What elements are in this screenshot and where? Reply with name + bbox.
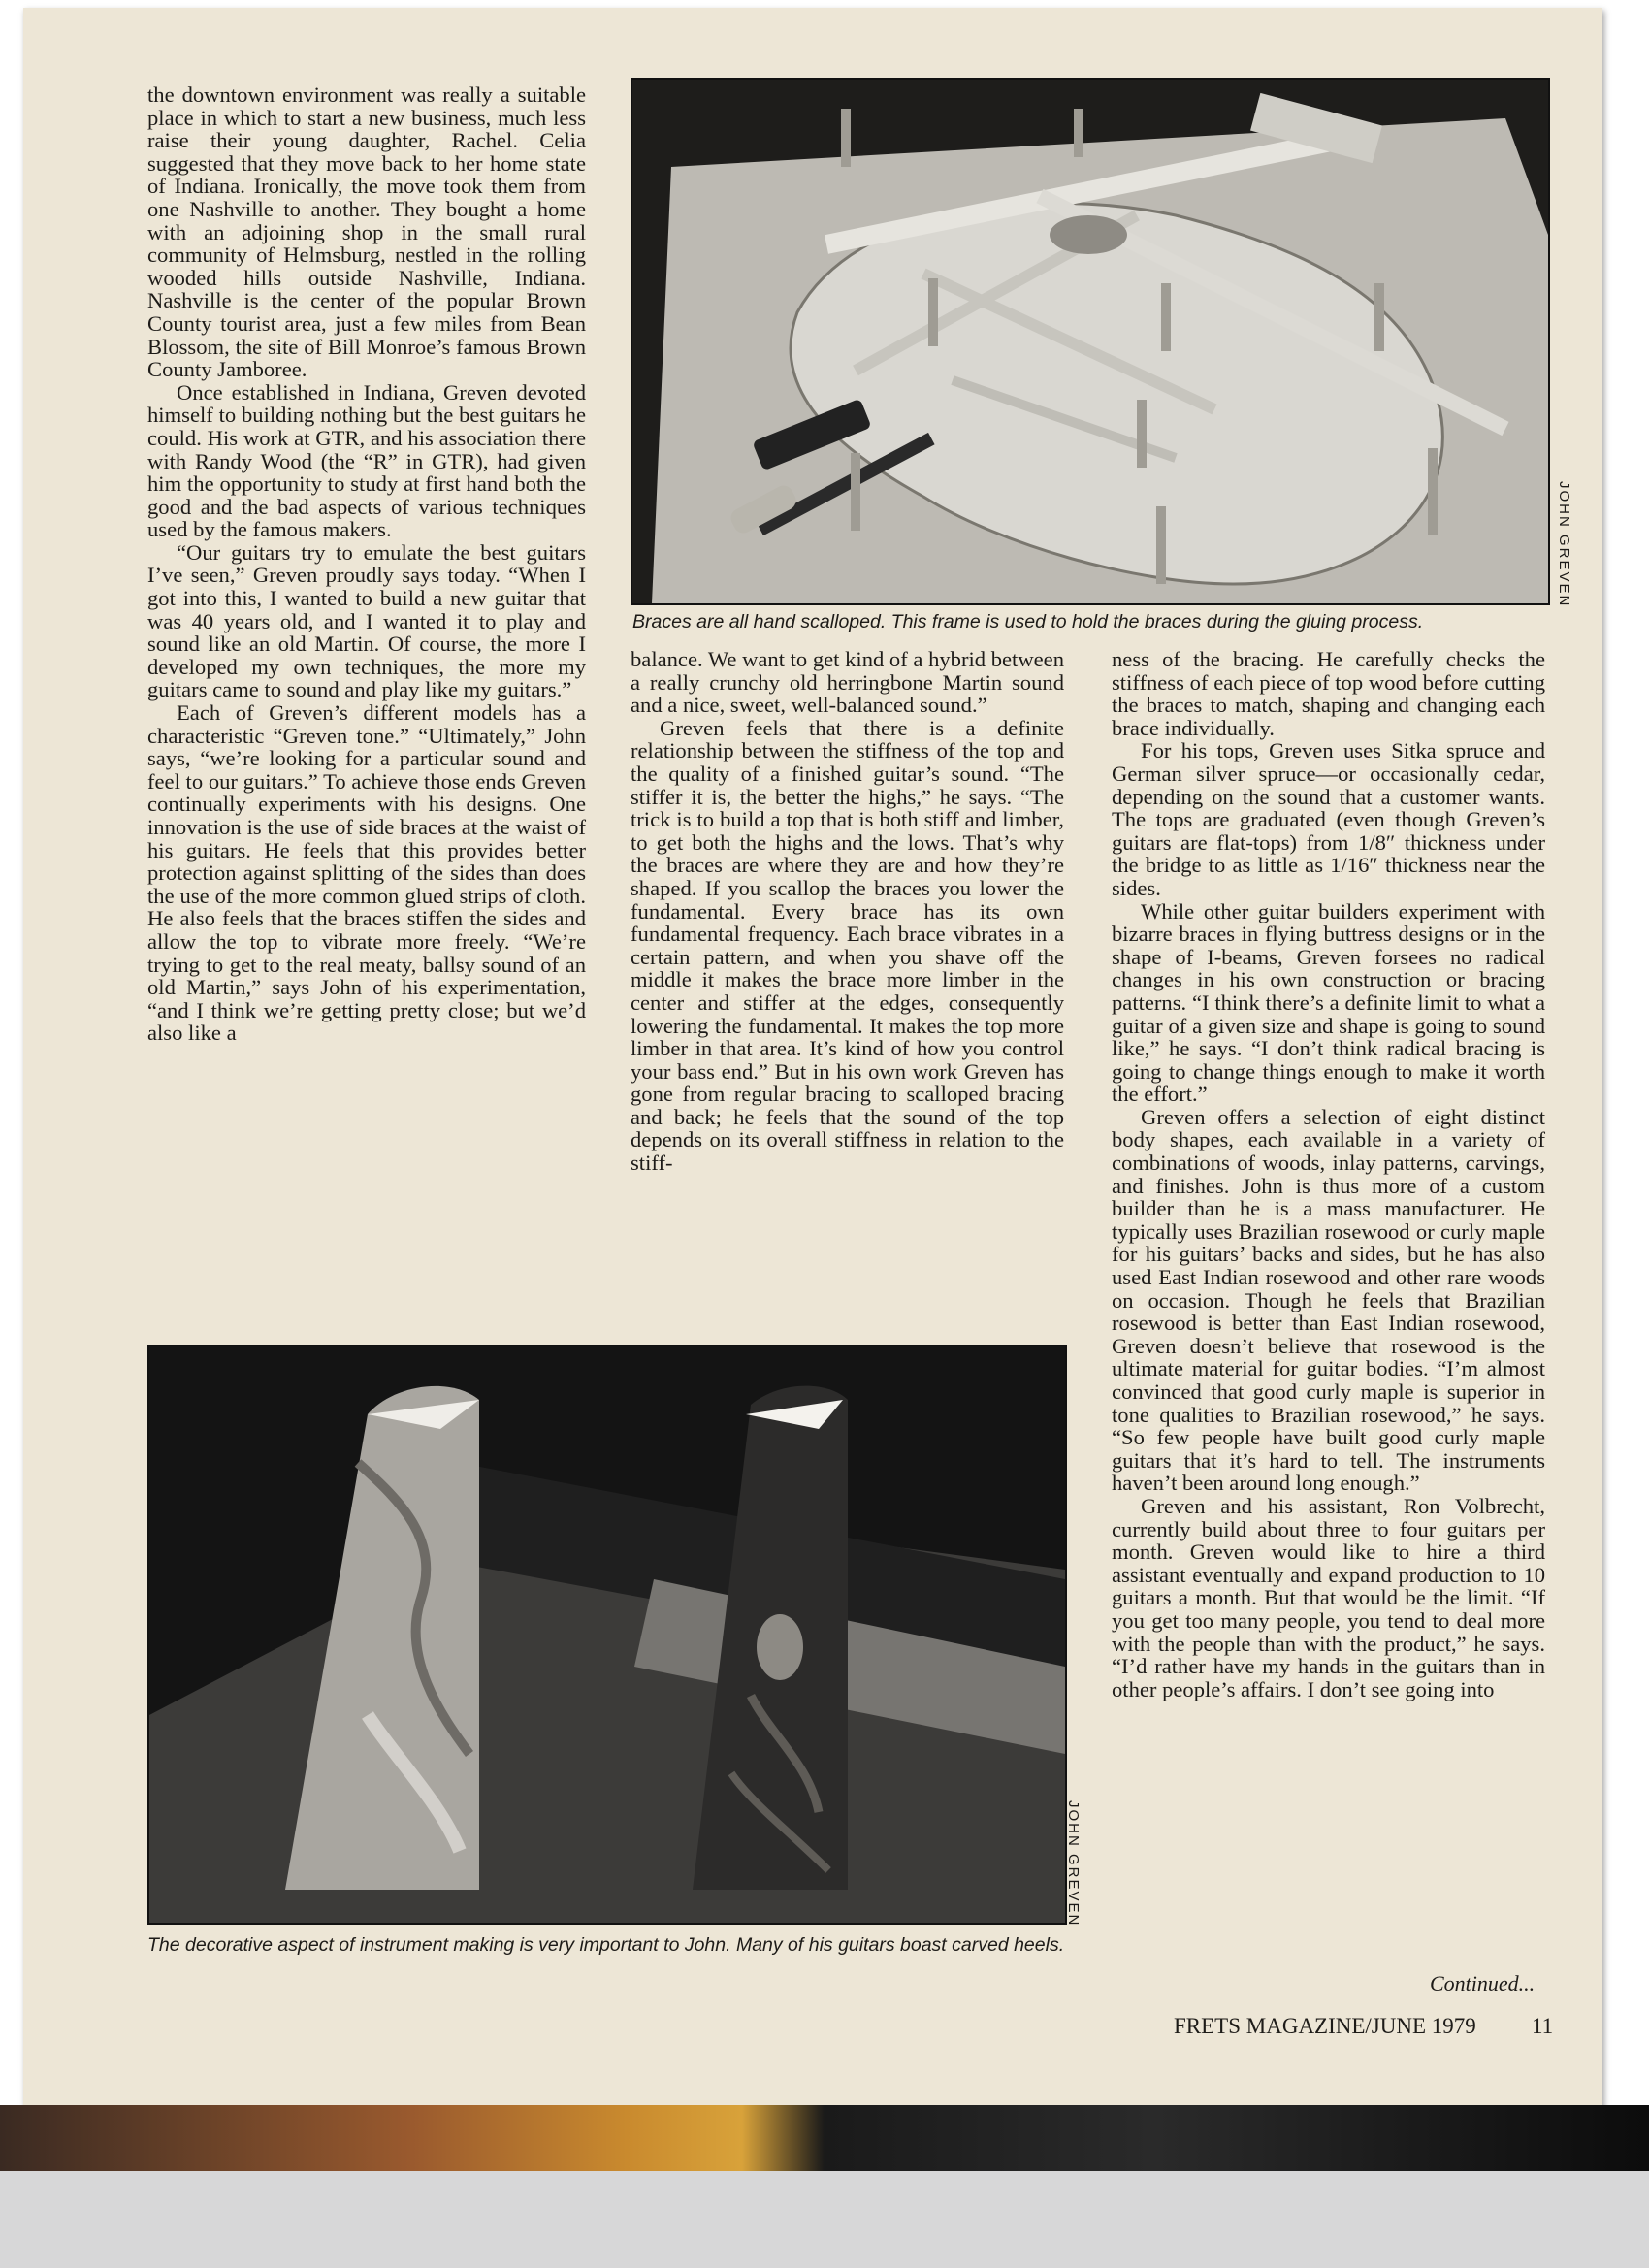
paragraph: the downtown environment was really a suitable place in which to start a new business, much less raise their young daughter, Rachel. Celia suggested that they move back to her home state of Indiana. Ironically, the move took them from one Nashville to another. They bought a home with an adjoining shop in the small rural community of Helmsburg, nestled in the rolling wooded hills outside Nashville, Indiana. Nashville is the center of the popular Brown County tourist area, just a few miles from Bean Blossom, the site of Bill Monroe’s famous Brown County Jamboree.	[147, 82, 586, 382]
page-number: 11	[1532, 2014, 1554, 2038]
paragraph: Greven offers a selection of eight distinct body shapes, each available in a variety of combinations of woods, inlay patterns, carvings, and finishes. John is thus more of a custom builder than he is a mass manufacturer. He typically uses Brazilian rosewood or curly maple for his guitars’ backs and sides, but he has also used East Indian rosewood and other rare woods on occasion. Though he feels that Brazilian rosewood is better than East Indian rosewood, Greven doesn’t believe that rosewood is the ultimate material for guitar bodies. “I’m almost convinced that good curly maple is superior in tone qualities to Brazilian rosewood,” he says. “So few people have built good curly maple guitars that it’s hard to tell. The instruments haven’t been around long enough.”	[1112, 1104, 1545, 1496]
brace-frame-illustration	[632, 80, 1548, 603]
paragraph: balance. We want to get kind of a hybrid between a really crunchy old herringbone Martin sound and a nice, sweet, well-balanced sound.”	[630, 647, 1064, 718]
paragraph: Once established in Indiana, Greven devoted himself to building nothing but the best guitars he could. His work at GTR, and his association there with Randy Wood (the “R” in GTR), had given him the opportunity to study at first hand both the good and the bad aspects of various techniques used by the famous makers.	[147, 379, 586, 542]
paragraph: For his tops, Greven uses Sitka spruce and German silver spruce—or occasionally cedar, depending on the sound that a customer wants. The tops are graduated (even though Greven’s guitars are flat-tops) from 1/8″ thickness under the bridge to as little as 1/16″ thickness near the sides.	[1112, 738, 1545, 900]
photo-credit: JOHN GREVEN	[1065, 1800, 1082, 1928]
paragraph: Greven and his assistant, Ron Volbrecht, currently build about three to four guitars per month. Greven would like to hire a third assistant eventually and expand production to 10 guitars a month. But that would be the limit. “If you get too many people, you tend to deal more with the people than with the product,” he says. “I’d rather have my hands in the guitars than in other people’s affairs. I don’t see going into	[1112, 1493, 1545, 1701]
scan-background	[0, 2171, 1649, 2268]
magazine-page	[23, 8, 1602, 2171]
photo-caption: The decorative aspect of instrument making is very important to John. Many of his guitars boast carved heels.	[147, 1934, 1065, 1956]
carved-heels-illustration	[149, 1346, 1065, 1923]
text-column-3	[1112, 648, 1545, 1701]
continued-label: Continued...	[1430, 1971, 1536, 1995]
paragraph: Each of Greven’s different models has a characteristic “Greven tone.” “Ultimately,” John says, “we’re looking for a particular sound and feel to our guitars.” To achieve those ends Greven continually experiments with his designs. One innovation is the use of side braces at the waist of his guitars. He feels that this provides better protection against splitting of the sides than does the use of the more common glued strips of cloth. He also feels that the braces stiffen the sides and allow the top to vibrate more freely. “We’re trying to get to the real meaty, ballsy sound of an old Martin,” says John of his experimentation, “and I think we’re getting pretty close; but we’d also like a	[147, 700, 586, 1046]
brace-frame-photo	[630, 78, 1550, 605]
carved-heels-photo	[147, 1345, 1067, 1925]
paragraph: ness of the bracing. He carefully checks the stiffness of each piece of top wood before cutting the braces to match, shaping and changing each brace individually.	[1112, 647, 1545, 740]
text-column-1	[147, 83, 586, 1045]
paragraph: Greven feels that there is a definite relationship between the stiffness of the top and the quality of a finished guitar’s sound. “The stiffer it is, the better the highs,” he says. “The trick is to build a top that is both stiff and limber, to get both the highs and the lows. That’s why the braces are where they are and how they’re shaped. If you scallop the braces you lower the fundamental. Every brace has its own fundamental frequency. Each brace vibrates in a certain pattern, and when you shave off the middle it makes the brace more limber in the center and stiffer at the edges, consequently lowering the fundamental. It makes the top more limber in that area. It’s kind of how you control your bass end.” But in his own work Greven has gone from regular bracing to scalloped bracing and back; he feels that the sound of the top depends on its overall stiffness in relation to the stiff-	[630, 715, 1064, 1176]
photo-credit: JOHN GREVEN	[1556, 481, 1572, 608]
paragraph: While other guitar builders experiment with bizarre braces in flying buttress designs or in the shape of I-beams, Greven forsees no radical changes in his own construction or bracing patterns. “I think there’s a definite limit to what a guitar of a given size and shape is going to sound like,” he says. “I don’t think radical bracing is going to change things enough to make it worth the effort.”	[1112, 898, 1545, 1107]
paragraph: “Our guitars try to emulate the best guitars I’ve seen,” Greven proudly says today. “When I got into this, I wanted to build a new guitar that was 40 years old, and I wanted it to play and sound like an old Martin. Of course, the more I developed my own techniques, the more my guitars came to sound and play like my guitars.”	[147, 539, 586, 702]
magazine-footer: FRETS MAGAZINE/JUNE 1979	[1174, 2014, 1476, 2038]
magazine-spine	[0, 2105, 1649, 2175]
photo-caption: Braces are all hand scalloped. This frame is used to hold the braces during the gluing process.	[632, 611, 1424, 632]
text-column-2	[630, 648, 1064, 1175]
